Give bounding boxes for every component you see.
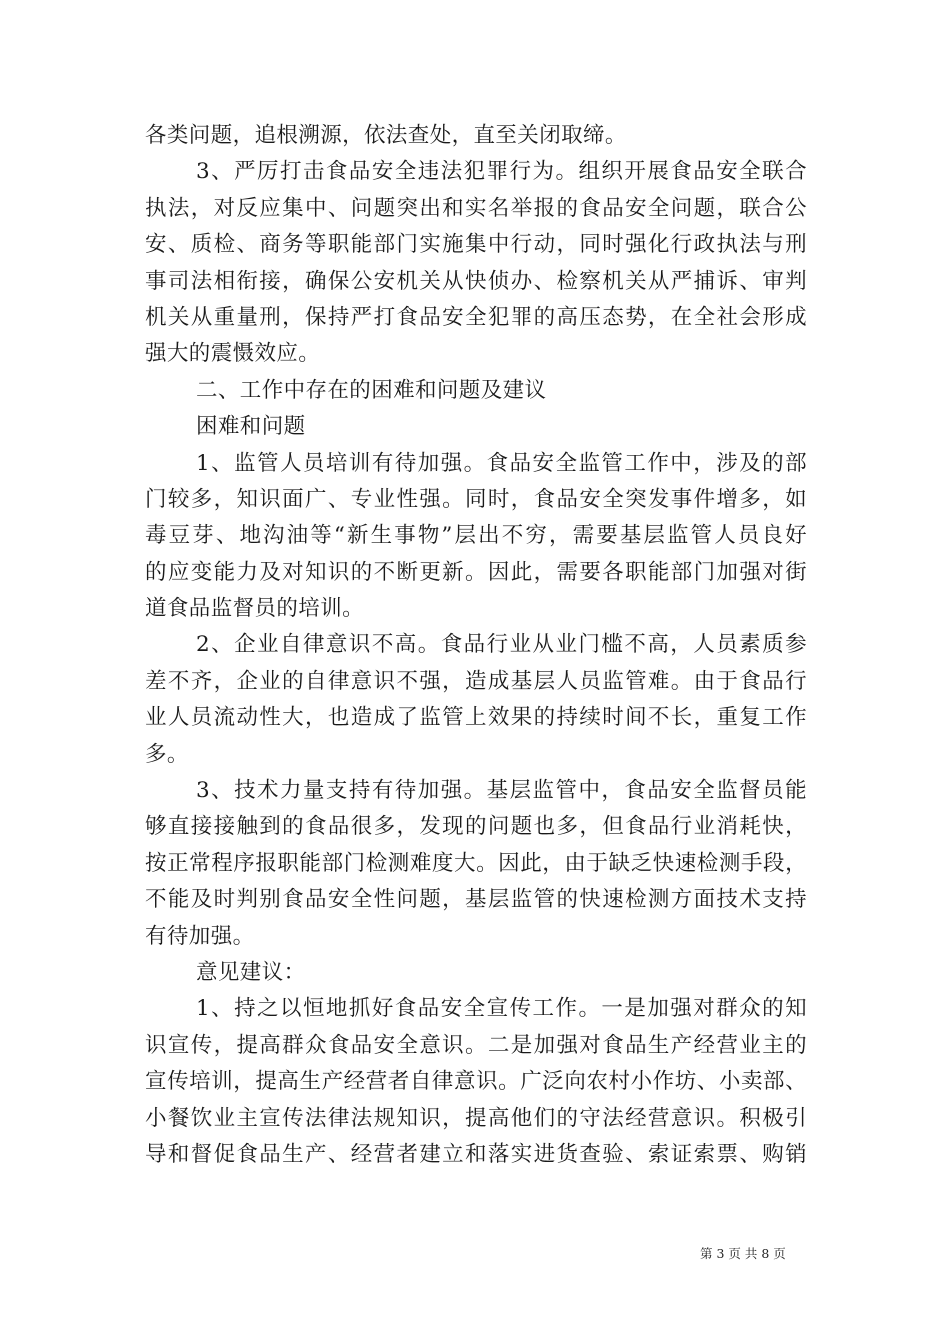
text-line: 不能及时判别食品安全性问题，基层监管的快速检测方面技术支持: [145, 887, 807, 913]
text-line: 宣传培训，提高生产经营者自律意识。广泛向农村小作坊、小卖部、: [145, 1069, 807, 1095]
text-line: 2、企业自律意识不高。食品行业从业门槛不高，人员素质参: [196, 632, 807, 658]
text-line: 3、技术力量支持有待加强。基层监管中，食品安全监督员能: [196, 778, 807, 804]
text-line: 机关从重量刑，保持严打食品安全犯罪的高压态势，在全社会形成: [145, 304, 807, 330]
text-line: 差不齐，企业的自律意识不强，造成基层人员监管难。由于食品行: [145, 668, 807, 694]
text-line: 门较多，知识面广、专业性强。同时，食品安全突发事件增多，如: [145, 486, 807, 512]
text-line: 1、监管人员培训有待加强。食品安全监管工作中，涉及的部: [196, 450, 807, 476]
text-line: 够直接接触到的食品很多，发现的问题也多，但食品行业消耗快，: [145, 814, 807, 840]
text-line: 道食品监督员的培训。: [145, 596, 365, 622]
text-line: 1、持之以恒地抓好食品安全宣传工作。一是加强对群众的知: [196, 996, 807, 1022]
text-line: 二、工作中存在的困难和问题及建议: [196, 377, 547, 403]
text-line: 小餐饮业主宣传法律法规知识，提高他们的守法经营意识。积极引: [145, 1105, 807, 1131]
text-line: 毒豆芽、地沟油等“新生事物”层出不穷，需要基层监管人员良好: [145, 523, 807, 549]
text-line: 意见建议：: [196, 959, 306, 985]
document-body: [145, 118, 807, 1173]
text-line: 多。: [145, 741, 189, 767]
text-line: 导和督促食品生产、经营者建立和落实进货查验、索证索票、购销: [145, 1141, 807, 1167]
text-line: 业人员流动性大，也造成了监管上效果的持续时间不长，重复工作: [145, 705, 807, 731]
text-line: 各类问题，追根溯源，依法查处，直至关闭取缔。: [145, 123, 627, 148]
text-line: 的应变能力及对知识的不断更新。因此，需要各职能部门加强对街: [145, 559, 807, 585]
text-line: 按正常程序报职能部门检测难度大。因此，由于缺乏快速检测手段，: [145, 850, 807, 876]
text-line: 执法，对反应集中、问题突出和实名举报的食品安全问题，联合公: [145, 195, 807, 221]
text-line: 安、质检、商务等职能部门实施集中行动，同时强化行政执法与刑: [145, 232, 807, 258]
text-line: 有待加强。: [145, 923, 255, 949]
text-line: 识宣传，提高群众食品安全意识。二是加强对食品生产经营业主的: [145, 1032, 807, 1058]
page-number: 第 3 页 共 8 页: [700, 1246, 786, 1261]
text-line: 事司法相衔接，确保公安机关从快侦办、检察机关从严捕诉、审判: [145, 268, 807, 294]
text-line: 3、严厉打击食品安全违法犯罪行为。组织开展食品安全联合: [196, 159, 807, 185]
text-line: 困难和问题: [196, 414, 306, 440]
text-line: 强大的震慑效应。: [145, 341, 321, 367]
